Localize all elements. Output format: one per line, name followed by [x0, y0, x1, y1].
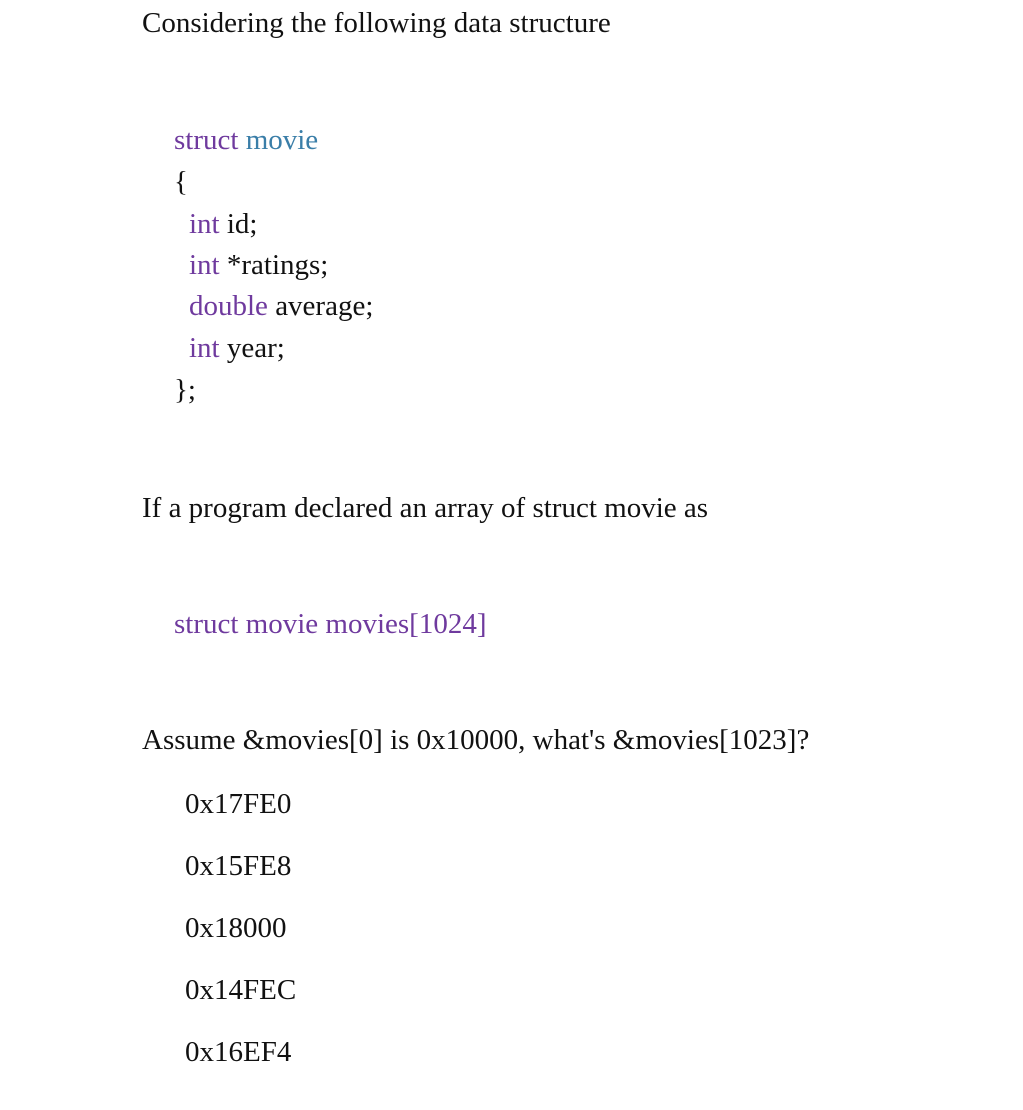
question-prompt: Assume &movies[0] is 0x10000, what's &movies[1023]? — [142, 724, 810, 756]
answer-option[interactable]: 0x17FE0 — [185, 788, 292, 820]
field-line-year — [189, 334, 285, 363]
array-declaration: struct movie movies[1024] — [174, 608, 487, 640]
answer-option[interactable]: 0x14FEC — [185, 974, 297, 1006]
field-line-average — [189, 292, 373, 321]
close-brace: }; — [174, 374, 196, 406]
open-brace: { — [174, 166, 188, 198]
answer-option[interactable]: 0x16EF4 — [185, 1036, 292, 1068]
field-decl: year; — [226, 332, 285, 364]
array-intro-text: If a program declared an array of struct movie as — [142, 492, 709, 524]
field-type: int — [189, 208, 220, 240]
field-type: int — [189, 332, 220, 364]
field-line-id — [189, 210, 258, 239]
answer-option[interactable]: 0x18000 — [185, 912, 287, 944]
answer-option[interactable]: 0x15FE8 — [185, 850, 292, 882]
field-decl: id; — [226, 208, 258, 240]
struct-keyword: struct — [174, 124, 239, 156]
field-line-ratings — [189, 251, 328, 280]
intro-text: Considering the following data structure — [142, 7, 611, 39]
field-decl: average; — [275, 290, 374, 322]
field-type: double — [189, 290, 268, 322]
field-decl: *ratings; — [226, 249, 329, 281]
field-type: int — [189, 249, 220, 281]
struct-name: movie — [245, 124, 319, 156]
struct-header-line — [174, 126, 318, 155]
